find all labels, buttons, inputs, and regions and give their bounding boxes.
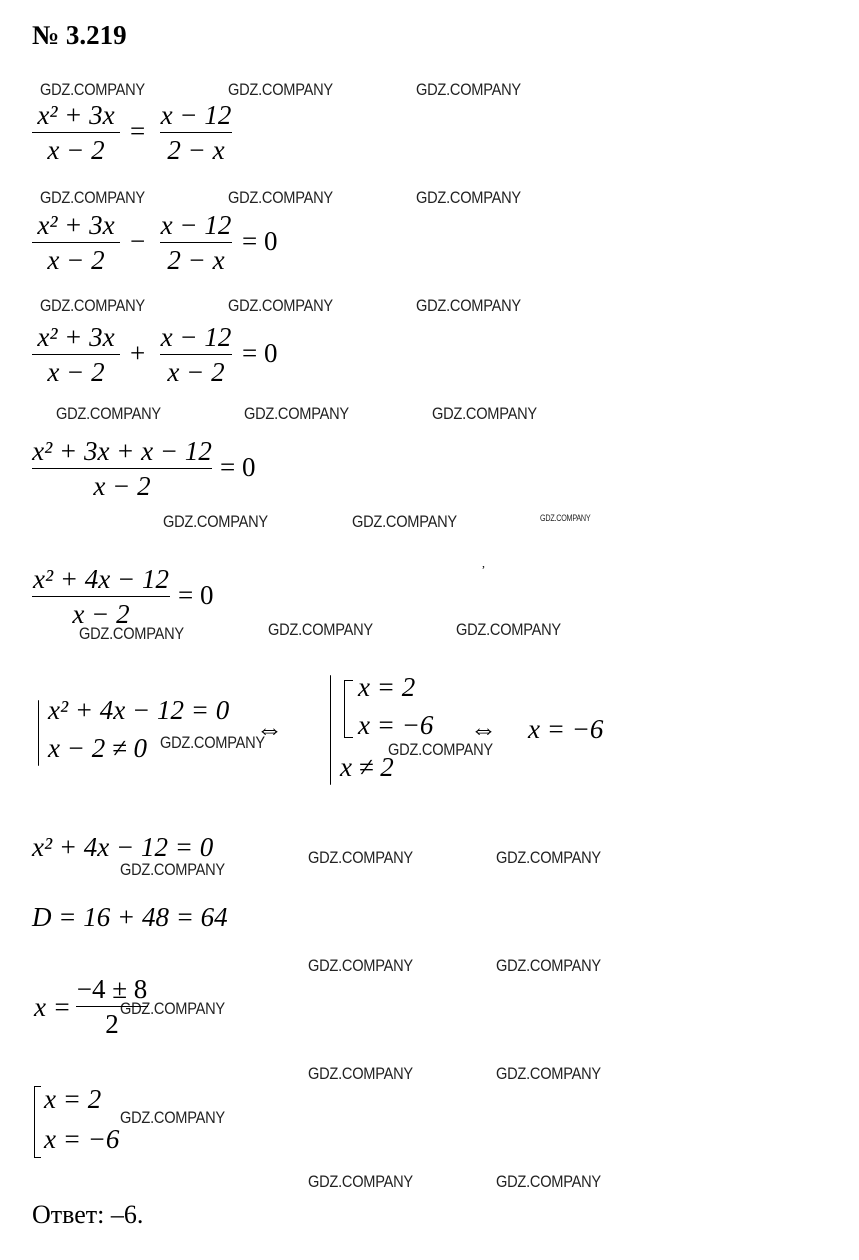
watermark: GDZ.COMPANY [496,1064,601,1083]
system-brace [38,700,39,766]
numerator: x² + 3x [37,322,115,352]
fraction [32,210,120,275]
watermark: GDZ.COMPANY [40,80,145,99]
watermark: GDZ.COMPANY [416,80,521,99]
watermark: GDZ.COMPANY [416,296,521,315]
fraction-bar [160,354,232,355]
stray-mark: , [482,556,485,570]
watermark: GDZ.COMPANY [496,1172,601,1191]
numerator: x² + 3x + x − 12 [32,436,212,466]
numerator: −4 ± 8 [76,974,148,1004]
denominator: 2 [105,1009,119,1039]
numerator: x² + 4x − 12 [32,564,169,594]
union-bracket [344,680,353,738]
watermark: GDZ.COMPANY [163,512,268,531]
watermark: GDZ.COMPANY [388,740,493,759]
operator: − [130,226,146,256]
watermark: GDZ.COMPANY [120,999,225,1018]
fraction [32,564,170,629]
denominator: x − 2 [167,357,225,387]
result: x = −6 [528,714,604,744]
fraction-bar [32,596,170,597]
fraction-bar [32,468,212,469]
operator: = [130,116,146,146]
watermark: GDZ.COMPANY [120,860,225,879]
denominator: x − 2 [72,599,130,629]
root-2: x = −6 [44,1124,120,1154]
quadratic-equation: x² + 4x − 12 = 0 [32,832,214,862]
operator: + [130,338,146,368]
option-2: x = −6 [358,710,434,740]
numerator: x − 12 [160,322,232,352]
watermark: GDZ.COMPANY [308,1172,413,1191]
watermark: GDZ.COMPANY [540,513,591,523]
watermark: GDZ.COMPANY [496,956,601,975]
condition: x ≠ 2 [340,752,394,782]
union-bracket [34,1086,41,1158]
system-brace [330,675,331,785]
numerator: x² + 3x [37,210,115,240]
watermark: GDZ.COMPANY [308,1064,413,1083]
denominator: 2 − x [167,245,225,275]
watermark: GDZ.COMPANY [56,404,161,423]
watermark: GDZ.COMPANY [79,624,184,643]
watermark: GDZ.COMPANY [268,620,373,639]
denominator: x − 2 [47,135,105,165]
discriminant: D = 16 + 48 = 64 [32,902,228,932]
system-eq2: x − 2 ≠ 0 [48,733,148,763]
fraction-bar [160,242,232,243]
roots-fraction [76,974,148,1039]
equivalence-symbol: ⇔ [470,714,497,744]
numerator: x − 12 [160,100,232,130]
watermark: GDZ.COMPANY [160,733,265,752]
watermark: GDZ.COMPANY [228,188,333,207]
fraction [160,322,232,387]
root-1: x = 2 [44,1084,102,1114]
watermark: GDZ.COMPANY [456,620,561,639]
watermark: GDZ.COMPANY [308,956,413,975]
watermark: GDZ.COMPANY [308,848,413,867]
denominator: 2 − x [167,135,225,165]
fraction-bar [32,242,120,243]
numerator: x − 12 [160,210,232,240]
watermark: GDZ.COMPANY [352,512,457,531]
fraction-bar [32,132,120,133]
fraction-bar [32,354,120,355]
fraction [32,436,212,501]
equals-zero: = 0 [178,580,214,610]
denominator: x − 2 [47,245,105,275]
watermark: GDZ.COMPANY [228,296,333,315]
watermark: GDZ.COMPANY [228,80,333,99]
watermark: GDZ.COMPANY [432,404,537,423]
fraction [160,210,232,275]
fraction [160,100,232,165]
numerator: x² + 3x [37,100,115,130]
option-1: x = 2 [358,672,416,702]
denominator: x − 2 [93,471,151,501]
watermark: GDZ.COMPANY [40,296,145,315]
equivalence-symbol: ⇔ [256,714,283,744]
answer: Ответ: –6. [32,1200,144,1229]
watermark: GDZ.COMPANY [120,1108,225,1127]
watermark: GDZ.COMPANY [244,404,349,423]
roots-lhs: x = [34,992,71,1022]
equals-zero: = 0 [242,338,278,368]
equals-zero: = 0 [242,226,278,256]
denominator: x − 2 [47,357,105,387]
watermark: GDZ.COMPANY [40,188,145,207]
fraction [32,322,120,387]
fraction [32,100,120,165]
equals-zero: = 0 [220,452,256,482]
page-title: № 3.219 [32,20,127,50]
fraction-bar [160,132,232,133]
fraction-bar [76,1006,148,1007]
watermark: GDZ.COMPANY [416,188,521,207]
system-eq1: x² + 4x − 12 = 0 [48,695,230,725]
watermark: GDZ.COMPANY [496,848,601,867]
